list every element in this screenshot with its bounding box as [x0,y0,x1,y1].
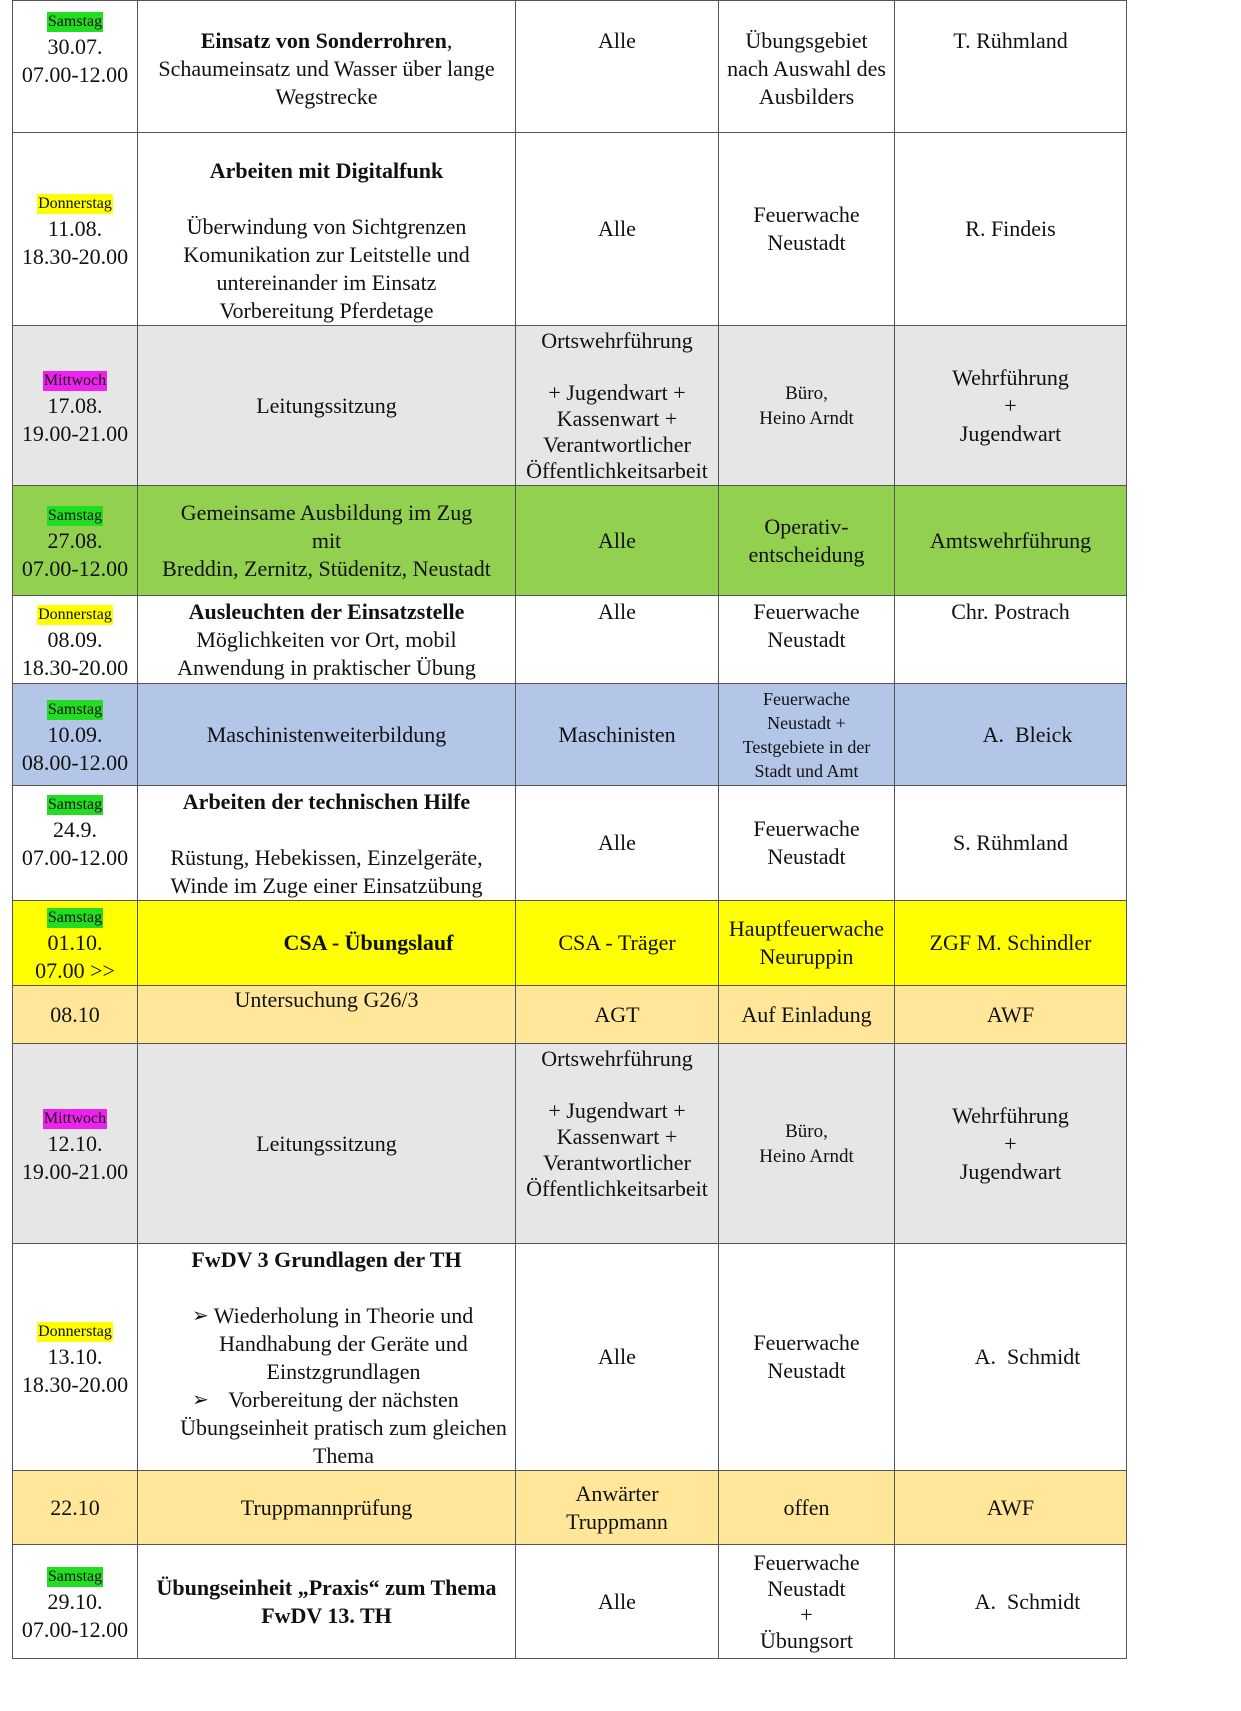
location-line: Feuerwache [753,1330,860,1355]
instructor-cell [895,786,1127,901]
topic-text: Untersuchung G26/3 [234,987,419,1012]
instructor-text: AWF [986,1001,1035,1027]
instructor-cell [895,684,1127,786]
location-text: Auf Einladung [741,1001,872,1027]
participants-text: Alle [598,830,636,855]
participants-text: Alle [598,216,636,241]
topic-line: Möglichkeiten vor Ort, mobil [196,627,457,652]
time-label: 18.30-20.00 [21,1372,129,1397]
schedule-table [12,0,1127,1659]
date-cell [13,1244,138,1471]
participants-cell [516,684,719,786]
participants-line: Kassenwart + [556,405,678,431]
location-cell [719,684,895,786]
table-row [13,786,1127,901]
topic-text: Truppmannprüfung [240,1494,413,1520]
time-label: 19.00-21.00 [21,1158,129,1184]
location-text: offen [783,1494,830,1520]
topic-text: Leitungssitzung [256,392,397,418]
date-cell [13,1,138,133]
participants-cell [516,596,719,684]
location-cell [719,133,895,326]
participants-text: Alle [598,527,636,553]
participants-text: CSA - Träger [558,930,676,955]
location-line: Übungsort [760,1627,853,1653]
instructor-line: Jugendwart [959,420,1062,446]
topic-cell [138,486,516,596]
bullet-list [144,1302,509,1470]
time-label: 07.00 >> [35,958,115,983]
participants-cell [516,1244,719,1471]
instructor-cell [895,596,1127,684]
participants-line: Ortswehrführung [541,327,693,353]
participants-text: Maschinisten [558,721,676,747]
time-label: 07.00-12.00 [21,555,129,581]
participants-cell [516,901,719,986]
participants-cell [516,486,719,596]
instructor-line: Wehrführung [952,364,1069,390]
location-line: Neustadt [767,1358,846,1383]
topic-cell [138,986,516,1044]
topic-title: FwDV 3 Grundlagen der TH [191,1247,462,1272]
location-line: Feuerwache [753,816,860,841]
location-cell [719,1044,895,1244]
instructor-cell [895,486,1127,596]
weekday-label: Donnerstag [38,1323,112,1340]
participants-line: Verantwortlicher [543,431,691,457]
time-label: 07.00-12.00 [21,62,129,87]
participants-cell [516,133,719,326]
location-line: Stadt und Amt [754,760,859,781]
weekday-label: Mittwoch [43,371,107,389]
topic-cell [138,1044,516,1244]
table-row [13,1471,1127,1545]
location-cell [719,596,895,684]
participants-cell [516,986,719,1044]
instructor-text: R. Findeis [965,216,1056,241]
date-label: 13.10. [47,1344,103,1369]
date-cell [13,1545,138,1659]
instructor-cell [895,1044,1127,1244]
date-cell [13,326,138,486]
location-line: Feuerwache [753,202,860,227]
weekday-label: Samstag [47,506,103,524]
location-line: Neustadt [767,1575,846,1601]
topic-line: Breddin, Zernitz, Stüdenitz, Neustadt [162,555,491,581]
date-cell [13,1471,138,1545]
participants-cell [516,1,719,133]
table-row [13,486,1127,596]
table-row [13,1,1127,133]
location-line: Feuerwache [753,599,860,624]
topic-cell [138,786,516,901]
weekday-label: Samstag [47,796,103,813]
instructor-text: Amtswehrführung [929,527,1092,553]
topic-line: Gemeinsame Ausbildung im Zug [180,499,473,525]
location-line: Büro, [785,382,828,404]
topic-title: Einsatz von Sonderrohren [200,28,447,53]
participants-text: Alle [598,599,636,624]
list-item: ➢ Vorbereitung der nächsten Übungseinheit pratisch zum gleichen Thema [144,1386,509,1470]
instructor-cell [895,133,1127,326]
location-cell [719,901,895,986]
instructor-text: Chr. Postrach [951,599,1070,624]
date-cell [13,986,138,1044]
instructor-text: ZGF M. Schindler [929,930,1092,955]
topic-cell [138,596,516,684]
table-row [13,326,1127,486]
instructor-line: + [1004,1130,1017,1156]
participants-line: + Jugendwart + [548,1098,686,1123]
instructor-line: Wehrführung [952,1102,1069,1128]
table-row [13,133,1127,326]
instructor-cell [895,901,1127,986]
instructor-text: T. Rühmland [953,28,1068,53]
location-cell [719,786,895,901]
topic-title: Arbeiten der technischen Hilfe [182,789,471,814]
time-label: 07.00-12.00 [21,1616,129,1642]
participants-cell [516,1044,719,1244]
participants-text: Alle [598,28,636,53]
location-cell [719,986,895,1044]
date-cell [13,596,138,684]
date-label: 17.08. [47,392,103,418]
location-line: Hauptfeuerwache [728,916,885,941]
topic-title: Arbeiten mit Digitalfunk [209,158,444,183]
date-label: 29.10. [47,1588,103,1614]
location-line: Neustadt [767,230,846,255]
date-label: 30.07. [47,34,103,59]
instructor-line: Jugendwart [959,1158,1062,1184]
location-line: Neustadt [767,844,846,869]
table-row [13,1545,1127,1659]
location-cell [719,1471,895,1545]
instructor-text: A. Schmidt [974,1588,1081,1614]
time-label: 18.30-20.00 [21,655,129,680]
weekday-label: Samstag [47,1567,103,1585]
date-cell [13,901,138,986]
topic-line: Vorbereitung Pferdetage [219,298,434,323]
topic-cell [138,133,516,326]
location-line: Büro, [785,1120,828,1142]
participants-line: Ortswehrführung [541,1046,693,1071]
location-cell [719,1,895,133]
location-line: Neustadt + [767,712,846,733]
location-line: Operativ- [764,513,849,539]
date-cell [13,133,138,326]
date-cell [13,684,138,786]
location-text: Übungsgebiet nach Auswahl des Ausbilders [727,28,886,109]
location-line: Neuruppin [759,944,854,969]
time-label: 07.00-12.00 [21,845,129,870]
date-label: 22.10 [50,1494,100,1520]
instructor-text: S. Rühmland [953,830,1068,855]
table-row [13,684,1127,786]
time-label: 18.30-20.00 [21,244,129,269]
weekday-label: Donnerstag [38,606,112,623]
participants-line: Öffentlichkeitsarbeit [526,1176,708,1201]
participants-text: AGT [594,1001,640,1027]
instructor-cell [895,1244,1127,1471]
topic-line: Komunikation zur Leitstelle und untereinander im Einsatz [183,242,470,295]
location-cell [719,326,895,486]
participants-line: Anwärter [575,1480,659,1506]
table-row [13,901,1127,986]
topic-title: Ausleuchten der Einsatzstelle [188,599,465,624]
date-cell [13,1044,138,1244]
topic-title: CSA - Übungslauf [283,930,454,955]
topic-cell [138,1471,516,1545]
instructor-cell [895,1471,1127,1545]
instructor-text: AWF [986,1494,1035,1520]
participants-line: + Jugendwart + [548,379,686,405]
weekday-label: Samstag [47,909,103,926]
topic-text: , Schaumeinsatz und Wasser über lange Wegstrecke [158,28,495,109]
location-line: Heino Arndt [759,1145,854,1167]
date-label: 11.08. [47,216,103,241]
participants-line: Verantwortlicher [543,1150,691,1175]
table-row [13,1044,1127,1244]
participants-cell [516,786,719,901]
location-cell [719,486,895,596]
location-cell [719,1545,895,1659]
topic-cell [138,901,516,986]
topic-line: Winde im Zuge einer Einsatzübung [170,873,483,898]
instructor-cell [895,1545,1127,1659]
topic-cell [138,684,516,786]
topic-text: Leitungssitzung [256,1130,397,1156]
table-row [13,986,1127,1044]
date-label: 08.10 [50,1001,100,1027]
location-line: Feuerwache [753,1549,860,1575]
weekday-label: Donnerstag [38,195,112,212]
date-label: 12.10. [47,1130,103,1156]
date-cell [13,786,138,901]
location-cell [719,1244,895,1471]
time-label: 19.00-21.00 [21,420,129,446]
participants-text: Alle [598,1588,636,1614]
location-line: Feuerwache [763,688,850,709]
location-line: Testgebiete in der [742,736,871,757]
participants-line: Truppmann [566,1508,668,1534]
location-line: entscheidung [748,541,865,567]
location-line: Neustadt [767,627,846,652]
date-label: 10.09. [47,721,103,747]
topic-title: FwDV 13. TH [261,1602,392,1628]
weekday-label: Mittwoch [43,1109,107,1127]
time-label: 08.00-12.00 [21,749,129,775]
participants-cell [516,326,719,486]
topic-cell [138,1244,516,1471]
participants-cell [516,1471,719,1545]
participants-line: Öffentlichkeitsarbeit [526,457,708,483]
weekday-label: Samstag [47,700,103,718]
instructor-cell [895,326,1127,486]
location-line: Heino Arndt [759,407,854,429]
topic-cell [138,326,516,486]
date-label: 24.9. [53,817,97,842]
table-row [13,1244,1127,1471]
participants-cell [516,1545,719,1659]
date-label: 27.08. [47,527,103,553]
instructor-text: A. Bleick [982,721,1073,747]
topic-text: Maschinistenweiterbildung [206,721,447,747]
instructor-line: + [1004,392,1017,418]
instructor-text: A. Schmidt [974,1344,1081,1369]
topic-line: mit [311,527,342,553]
topic-cell [138,1545,516,1659]
topic-line: Rüstung, Hebekissen, Einzelgeräte, [170,845,483,870]
date-label: 08.09. [47,627,103,652]
topic-line: Anwendung in praktischer Übung [177,655,476,680]
topic-line: Überwindung von Sichtgrenzen [186,214,467,239]
date-label: 01.10. [47,930,103,955]
date-cell [13,486,138,596]
list-item: ➢ Wiederholung in Theorie und Handhabung der Geräte und Einstzgrundlagen [144,1302,509,1386]
participants-text: Alle [598,1344,636,1369]
instructor-cell [895,1,1127,133]
location-line: + [800,1601,813,1627]
weekday-label: Samstag [47,13,103,30]
topic-title: Übungseinheit „Praxis“ zum Thema [156,1574,497,1600]
participants-line: Kassenwart + [556,1124,678,1149]
topic-cell [138,1,516,133]
instructor-cell [895,986,1127,1044]
table-row [13,596,1127,684]
